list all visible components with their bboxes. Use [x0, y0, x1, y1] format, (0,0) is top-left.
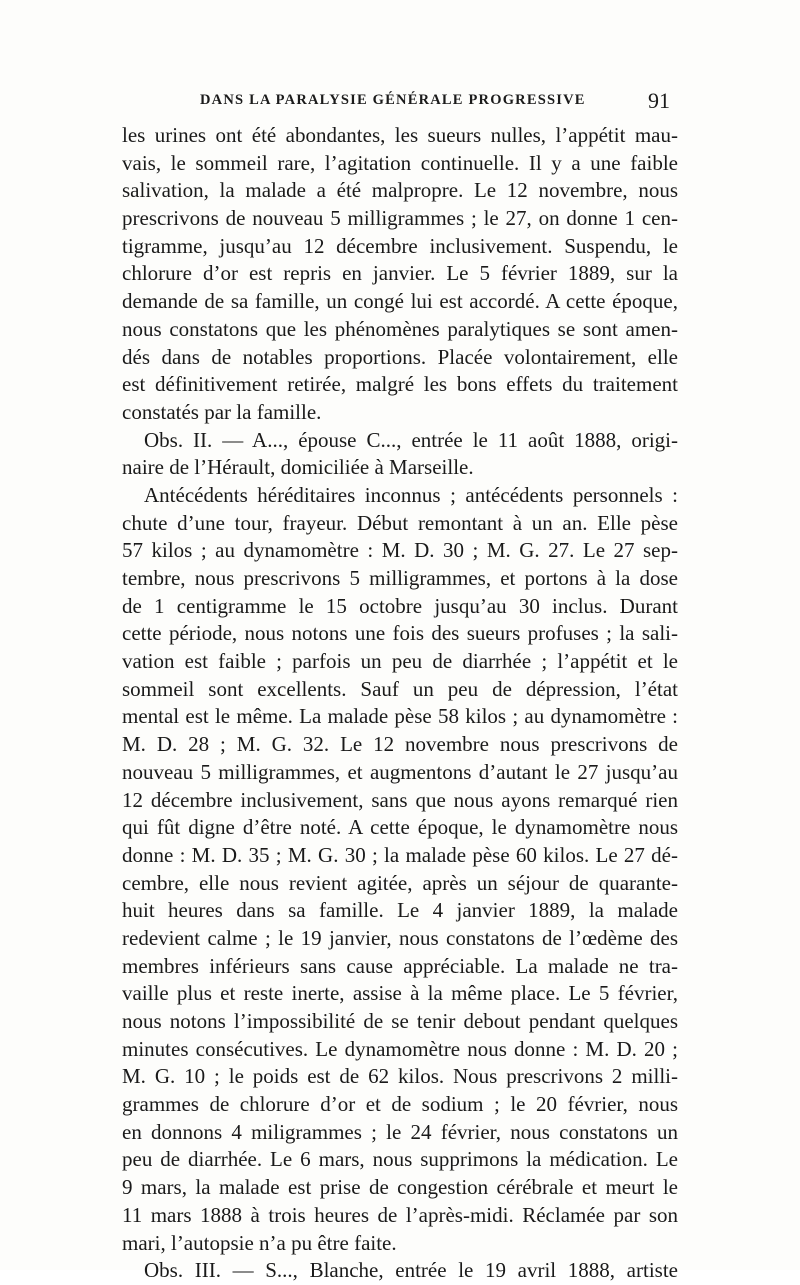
text-line: minutes consécutives. Le dynamomètre nous donne : M. D. 20 ;	[122, 1036, 678, 1061]
text-line: 9 mars, la malade est prise de congestion cérébrale et meurt le	[122, 1175, 678, 1200]
running-title: DANS LA PARALYSIE GÉNÉRALE PROGRESSIVE	[200, 92, 586, 108]
text-line: M. D. 28 ; M. G. 32. Le 12 novembre nous prescrivons de	[122, 732, 678, 757]
text-line: constatés par la famille.	[122, 399, 322, 424]
text-line: mari, l’autopsie n’a pu être faite.	[122, 1230, 397, 1255]
text-line: grammes de chlorure d’or et de sodium ; le 20 février, nous	[122, 1092, 678, 1117]
text-line: peu de diarrhée. Le 6 mars, nous supprimons la médication. Le	[122, 1147, 678, 1172]
observation-heading-line: Obs. III. — S..., Blanche, entrée le 19 avril 1888, artiste	[144, 1258, 678, 1283]
text-line: 57 kilos ; au dynamomètre : M. D. 30 ; M. G. 27. Le 27 sep-	[122, 538, 678, 563]
text-line: redevient calme ; le 19 janvier, nous constatons de l’œdème des	[122, 925, 678, 950]
text-line: nouveau 5 milligrammes, et augmentons d’autant le 27 jusqu’au	[122, 759, 678, 784]
page-number: 91	[648, 88, 670, 113]
text-line: 11 mars 1888 à trois heures de l’après-midi. Réclamée par son	[122, 1202, 678, 1227]
text-line: donne : M. D. 35 ; M. G. 30 ; la malade pèse 60 kilos. Le 27 dé-	[122, 842, 678, 867]
text-line: chute d’une tour, frayeur. Début remontant à un an. Elle pèse	[122, 510, 678, 535]
text-line: salivation, la malade a été malpropre. Le 12 novembre, nous	[122, 178, 678, 203]
text-line: les urines ont été abondantes, les sueurs nulles, l’appétit mau-	[122, 123, 678, 147]
text-line: sommeil sont excellents. Sauf un peu de dépression, l’état	[122, 676, 678, 701]
text-line: demande de sa famille, un congé lui est accordé. A cette époque,	[122, 289, 678, 314]
text-line: M. G. 10 ; le poids est de 62 kilos. Nous prescrivons 2 milli-	[122, 1064, 678, 1089]
text-line: de 1 centigramme le 15 octobre jusqu’au 30 inclus. Durant	[122, 593, 678, 618]
text-line: huit heures dans sa famille. Le 4 janvier 1889, la malade	[122, 898, 678, 923]
text-line: nous notons l’impossibilité de se tenir debout pendant quelques	[122, 1009, 678, 1033]
observation-heading-line: Obs. II. — A..., épouse C..., entrée le 11 août 1888, origi-	[144, 427, 678, 452]
text-line: vais, le sommeil rare, l’agitation continuelle. Il y a une faible	[122, 150, 678, 175]
body-text	[122, 122, 678, 1285]
text-line: chlorure d’or est repris en janvier. Le 5 février 1889, sur la	[122, 261, 678, 286]
text-line: qui fût digne d’être noté. A cette époque, le dynamomètre nous	[122, 815, 678, 840]
text-line: membres inférieurs sans cause appréciable. La malade ne tra-	[122, 953, 678, 978]
text-line: est définitivement retirée, malgré les bons effets du traitement	[122, 372, 678, 397]
text-line: cette période, nous notons une fois des sueurs profuses ; la sali-	[122, 621, 678, 646]
text-line: prescrivons de nouveau 5 milligrammes ; le 27, on donne 1 cen-	[122, 206, 678, 231]
text-line: Antécédents héréditaires inconnus ; antécédents personnels :	[144, 482, 678, 507]
text-line: vation est faible ; parfois un peu de diarrhée ; l’appétit et le	[122, 649, 678, 674]
text-line: 12 décembre inclusivement, sans que nous ayons remarqué rien	[122, 787, 678, 812]
page-header	[200, 88, 670, 118]
text-line: tigramme, jusqu’au 12 décembre inclusivement. Suspendu, le	[122, 233, 678, 258]
text-line: mental est le même. La malade pèse 58 kilos ; au dynamomètre :	[122, 704, 678, 729]
text-line: en donnons 4 miligrammes ; le 24 février, nous constatons un	[122, 1119, 678, 1144]
text-line: cembre, elle nous revient agitée, après un séjour de quarante-	[122, 870, 678, 895]
text-line: naire de l’Hérault, domiciliée à Marseille.	[122, 455, 474, 480]
text-line: tembre, nous prescrivons 5 milligrammes, et portons à la dose	[122, 566, 678, 590]
text-line: vaille plus et reste inerte, assise à la même place. Le 5 février,	[122, 981, 678, 1006]
text-line: dés dans de notables proportions. Placée volontairement, elle	[122, 344, 678, 369]
text-line: nous constatons que les phénomènes paralytiques se sont amen-	[122, 316, 678, 341]
